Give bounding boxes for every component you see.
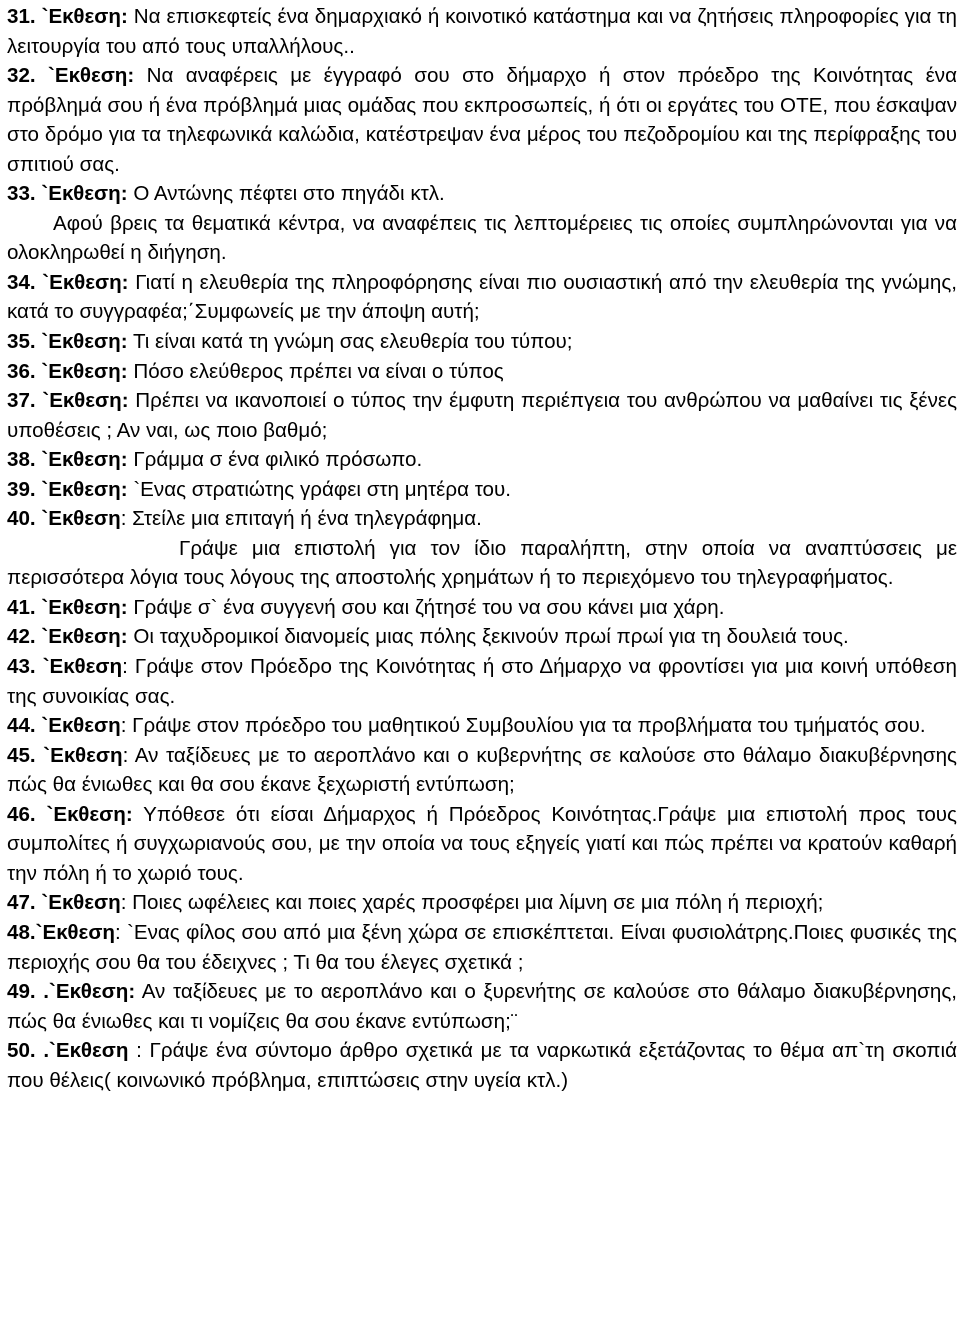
exercise-text: : Γράψε στον πρόεδρο του μαθητικού Συμβουλίου για τα προβλήματα του τμήματός σου. [120, 714, 926, 738]
exercise-44 [7, 711, 957, 741]
exercise-number: 44. [7, 714, 36, 738]
exercise-47 [7, 888, 957, 918]
exercise-number: 33. [7, 182, 36, 206]
exercise-number: 43. [7, 655, 36, 679]
exercise-number: 49. [7, 980, 36, 1004]
exercise-41 [7, 593, 957, 623]
exercise-33 [7, 179, 957, 209]
exercise-number: 46. [7, 802, 36, 826]
exercise-text: Οι ταχυδρομικοί διανομείς μιας πόλης ξεκινούν πρωί πρωί για τη δουλειά τους. [127, 625, 849, 649]
exercise-keyword: `Εκθεση: [35, 182, 128, 206]
exercise-35 [7, 327, 957, 357]
exercise-keyword: `Εκθεση: [35, 625, 128, 649]
exercise-keyword: `Εκθεση [35, 507, 121, 531]
exercise-text: Πόσο ελεύθερος πρέπει να είναι ο τύπος [127, 359, 504, 383]
exercise-number: 38. [7, 448, 36, 472]
exercise-40-note [7, 534, 957, 593]
exercise-39 [7, 475, 957, 505]
exercise-38 [7, 445, 957, 475]
exercise-keyword: `Εκθεση: [35, 448, 128, 472]
exercise-keyword: .`Εκθεση: [35, 980, 136, 1004]
exercise-text: Ο Αντώνης πέφτει στο πηγάδι κτλ. [127, 182, 445, 206]
exercise-text: : Αν ταξίδευες με το αεροπλάνο και ο κυβερνήτης σε καλούσε στο θάλαμο διακυβέρνησης πώς θα ένιωθες και θα σου έκανε ξεχωριστή εντύπωση; [7, 743, 957, 797]
exercise-number: 37. [7, 389, 36, 413]
document-body [7, 2, 957, 1095]
exercise-text: Γράμμα σ ένα φιλικό πρόσωπο. [127, 448, 423, 472]
exercise-number: 35. [7, 330, 36, 354]
exercise-number: 45. [7, 743, 36, 767]
exercise-keyword: `Εκθεση: [35, 359, 128, 383]
exercise-text: : Γράψε ένα σύντομο άρθρο σχετικά με τα ναρκωτικά εξετάζοντας το θέμα απ`τη σκοπιά που θέλεις( κοινωνικό πρόβλημα, επιπτώσεις στην υγεία κτλ.) [7, 1039, 957, 1092]
exercise-32 [7, 61, 957, 179]
exercise-number: 40. [7, 507, 36, 531]
exercise-number: 32. [7, 64, 36, 88]
exercise-keyword: `Εκθεση: [35, 477, 128, 501]
exercise-40 [7, 504, 957, 534]
exercise-50 [7, 1036, 957, 1095]
exercise-text: Να επισκεφτείς ένα δημαρχιακό ή κοινοτικό κατάστημα και να ζητήσεις πληροφορίες για τη λειτουργία του από τους υπαλλήλους.. [7, 5, 957, 58]
exercise-keyword: .`Εκθεση [35, 1039, 129, 1063]
exercise-text: : Γράψε στον Πρόεδρο της Κοινότητας ή στο Δήμαρχο να φροντίσει για μια κοινή υπόθεση της συνοικίας σας. [7, 655, 957, 708]
exercise-number: 48. [7, 920, 36, 944]
exercise-keyword: `Εκθεση [35, 891, 121, 915]
exercise-45 [7, 741, 957, 800]
exercise-number: 42. [7, 625, 36, 649]
exercise-31 [7, 2, 957, 61]
exercise-42 [7, 622, 957, 652]
exercise-keyword: `Εκθεση: [35, 270, 129, 294]
exercise-keyword: `Εκθεση: [35, 330, 128, 354]
exercise-43 [7, 652, 957, 711]
exercise-keyword: `Εκθεση: [35, 5, 128, 28]
exercise-48 [7, 918, 957, 977]
exercise-34 [7, 268, 957, 327]
exercise-36 [7, 357, 957, 387]
note-text: Αφού βρεις τα θεματικά κέντρα, να αναφέπεις τις λεπτομέρειες τις οποίες συμπληρώνονται για να ολοκληρωθεί η διήγηση. [7, 211, 957, 265]
exercise-text: : `Ενας φίλος σου από μια ξένη χώρα σε επισκέπτεται. Είναι φυσιολάτρης.Ποιες φυσικές της περιοχής σου θα του έδειχνες ; Τι θα του έλεγες σχετικά ; [7, 920, 957, 974]
exercise-number: 34. [7, 270, 36, 294]
exercise-keyword: `Εκθεση: [35, 595, 128, 619]
exercise-number: 41. [7, 595, 36, 619]
exercise-keyword: `Εκθεση [35, 743, 123, 767]
exercise-text: Υπόθεσε ότι είσαι Δήμαρχος ή Πρόεδρος Κοινότητας.Γράψε μια επιστολή προς τους συμπολίτες ή συγχωριανούς σου, με την οποία να τους εξηγείς γιατί και πώς πρέπει να κρατούν καθαρή την πόλη ή το χωριό τους. [7, 802, 957, 885]
exercise-37 [7, 386, 957, 445]
exercise-46 [7, 800, 957, 889]
exercise-number: 36. [7, 359, 36, 383]
exercise-text: `Ενας στρατιώτης γράφει στη μητέρα του. [127, 477, 511, 501]
exercise-text: Γράψε σ` ένα συγγενή σου και ζήτησέ του να σου κάνει μια χάρη. [127, 595, 725, 619]
exercise-keyword: `Εκθεση: [35, 802, 133, 826]
exercise-keyword: `Εκθεση: [35, 389, 129, 413]
exercise-text: Γιατί η ελευθερία της πληροφόρησης είναι πιο ουσιαστική από την ελευθερία της γνώμης, κατά το συγγραφέα;΄Συμφωνείς με την άποψη αυτή; [7, 270, 957, 324]
exercise-text: Να αναφέρεις με έγγραφό σου στο δήμαρχο ή στον πρόεδρο της Κοινότητας ένα πρόβλημά σου ή ένα πρόβλημά μιας ομάδας που εκπροσωπείς, ή ότι οι εργάτες του ΟΤΕ, που έσκαψαν στο δρόμο για τα τηλεφωνικά καλώδια, κατέστρεψαν ένα μέρος του πεζοδρομίου και της περίφραξης του σπιτιού σας. [7, 64, 957, 176]
exercise-text: Πρέπει να ικανοποιεί ο τύπος την έμφυτη περιέπγεια του ανθρώπου να μαθαίνει τις ξένες υποθέσεις ; Αν ναι, ως ποιο βαθμό; [7, 389, 957, 442]
exercise-49 [7, 977, 957, 1036]
exercise-keyword: `Εκθεση [35, 655, 123, 679]
exercise-33-note [7, 209, 957, 268]
exercise-text: : Στείλε μια επιταγή ή ένα τηλεγράφημα. [120, 507, 482, 531]
exercise-keyword: `Εκθεση [35, 714, 121, 738]
exercise-number: 31. [7, 5, 36, 28]
exercise-text: : Ποιες ωφέλειες και ποιες χαρές προσφέρει μια λίμνη σε μια πόλη ή περιοχή; [120, 891, 824, 915]
note-text: Γράψε μια επιστολή για τον ίδιο παραλήπτη, στην οποία να αναπτύσσεις με περισσότερα λόγια τους λόγους της αποστολής χρημάτων ή το περιεχόμενο του τηλεγραφήματος. [7, 536, 957, 590]
exercise-text: Αν ταξίδευες με το αεροπλάνο και ο ξυρενήτης σε καλούσε στο θάλαμο διακυβέρνησης, πώς θα ένιωθες και τι νομίζεις θα σου έκανε εντύπωση;¨ [7, 980, 957, 1033]
exercise-number: 47. [7, 891, 36, 915]
exercise-number: 50. [7, 1039, 36, 1063]
exercise-number: 39. [7, 477, 36, 501]
exercise-text: Τι είναι κατά τη γνώμη σας ελευθερία του τύπου; [127, 330, 573, 354]
exercise-keyword: `Εκθεση: [35, 64, 135, 88]
exercise-keyword: `Εκθεση [35, 920, 115, 944]
